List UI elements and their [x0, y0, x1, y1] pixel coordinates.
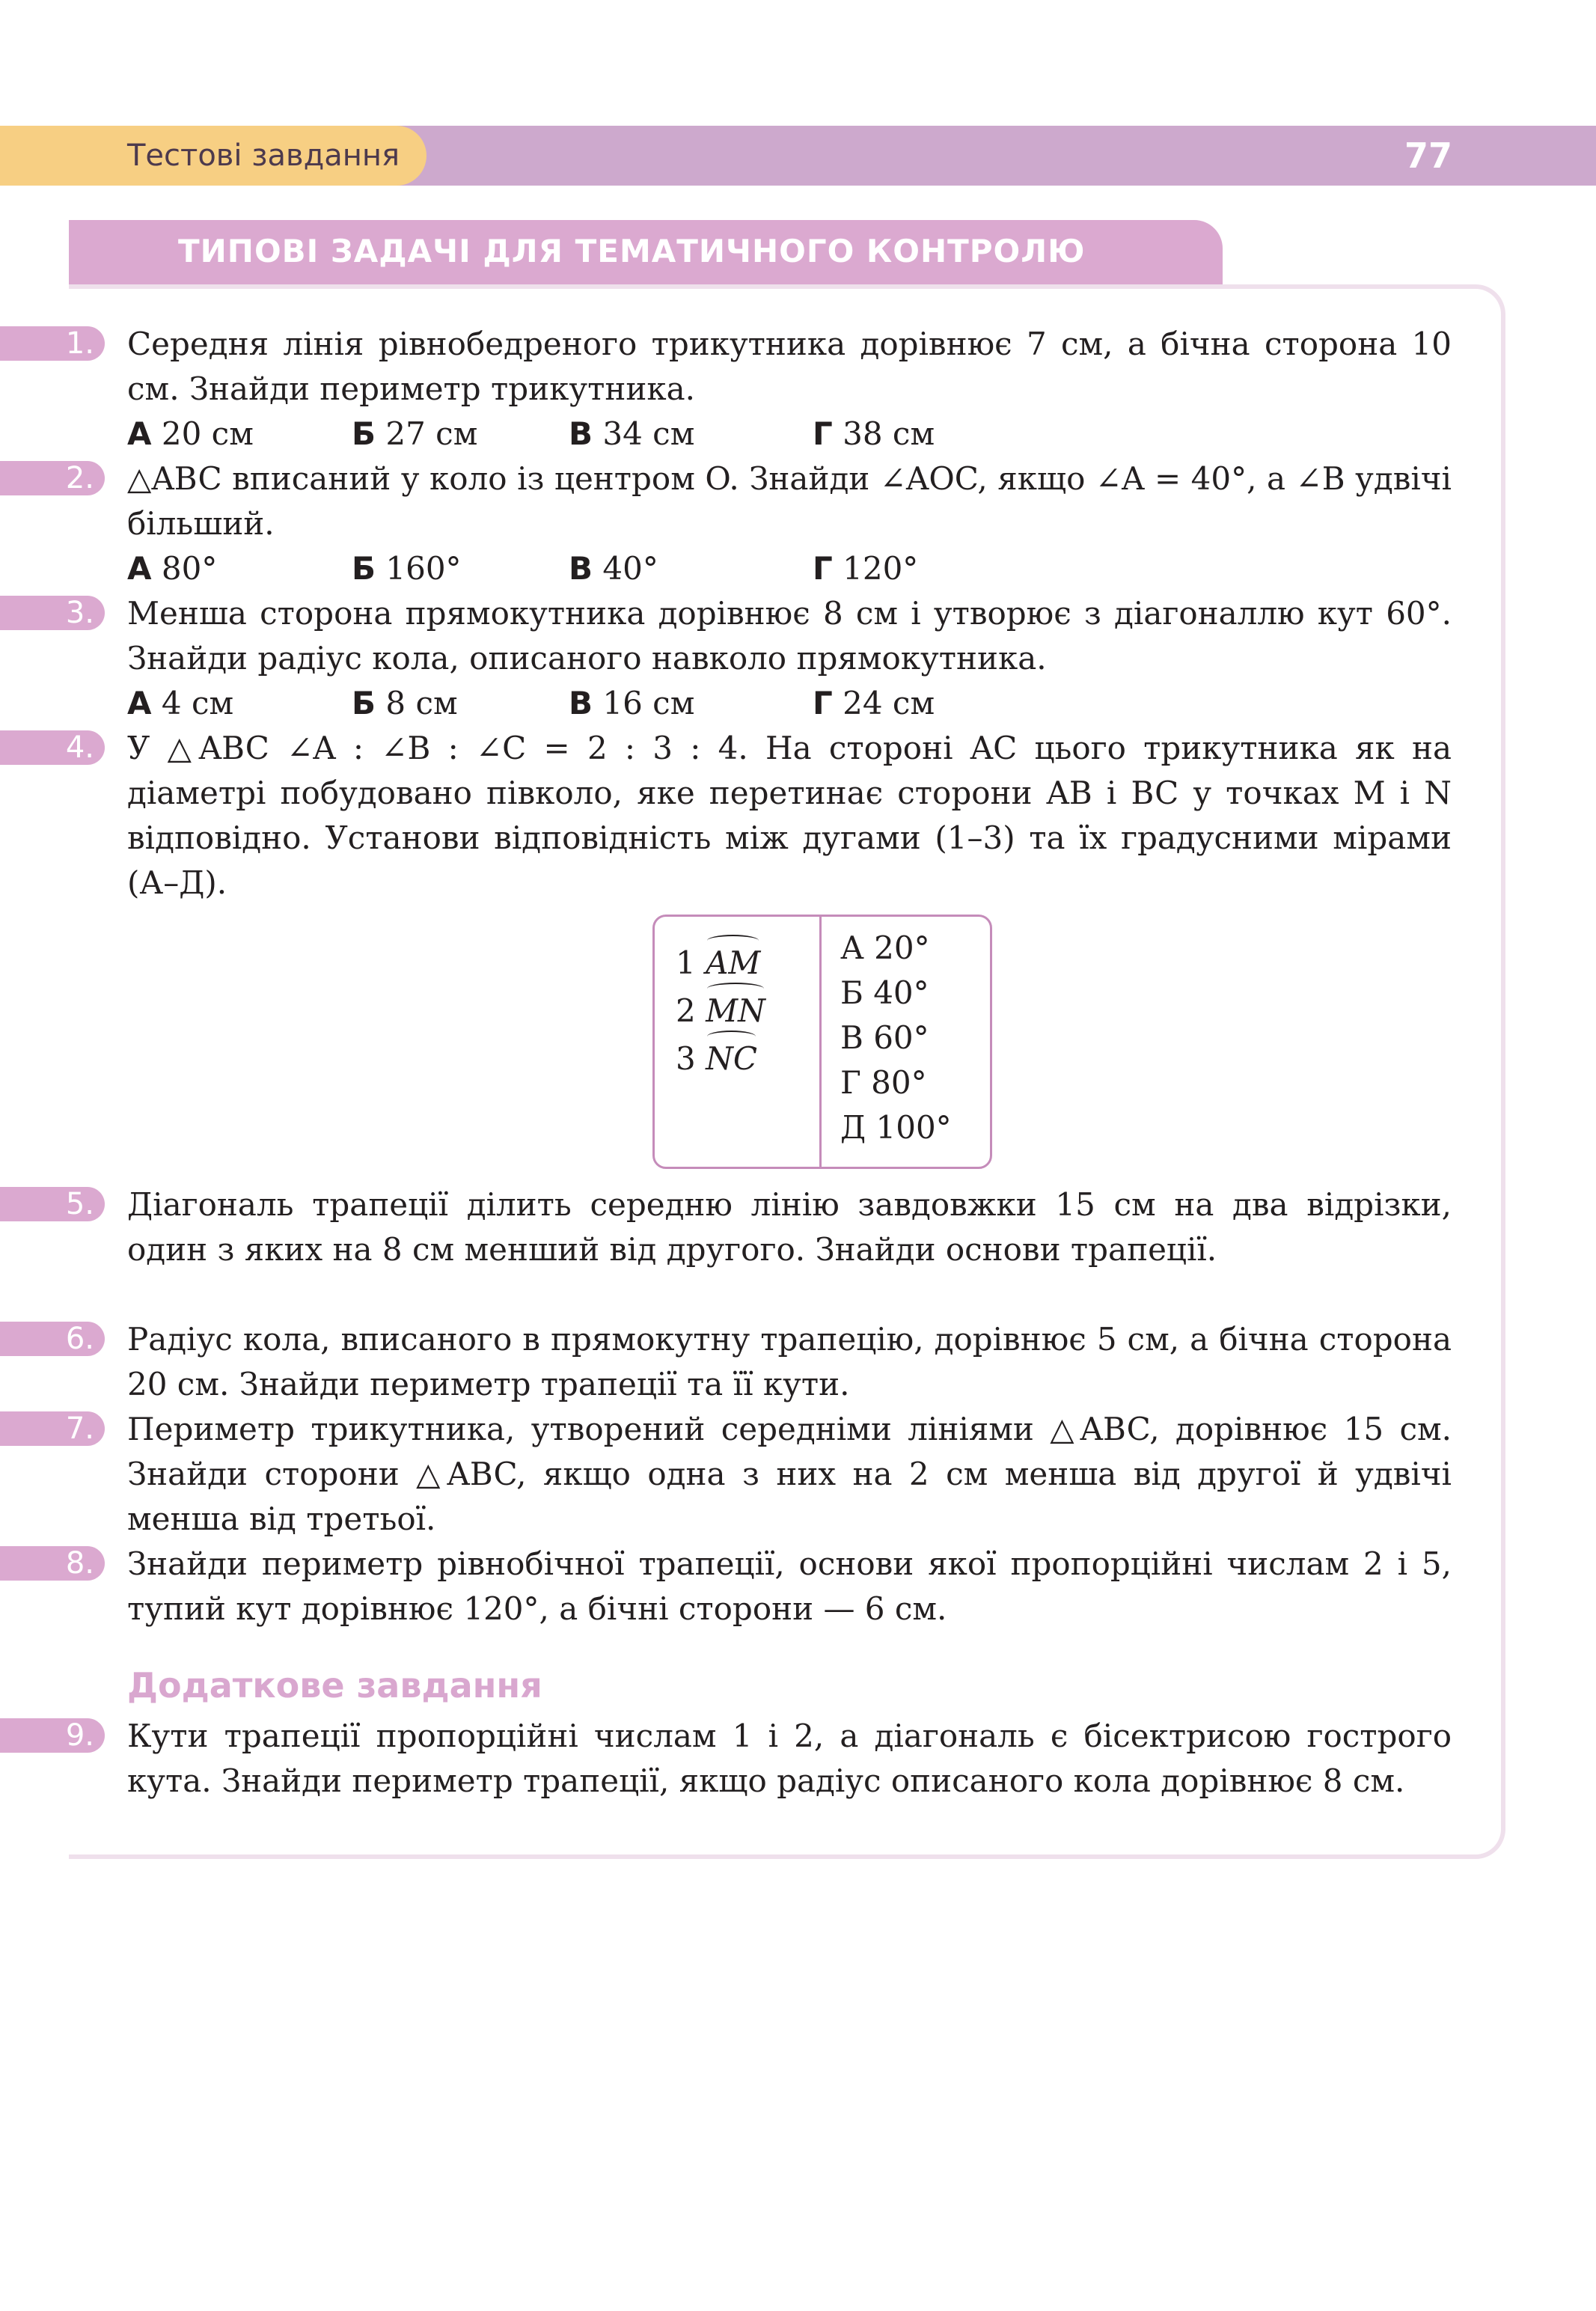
answer-option: А 4 см — [127, 685, 234, 721]
problem-number: 1. — [0, 326, 105, 361]
problem-number: 6. — [0, 1322, 105, 1356]
degree-option: Д 100° — [840, 1109, 952, 1146]
answer-option: А 20 см — [127, 415, 254, 452]
arc-item: 3 NC — [676, 1035, 765, 1083]
answer-option: В 16 см — [569, 685, 695, 721]
answer-option: Г 24 см — [813, 685, 935, 721]
answer-option: Б 8 см — [352, 685, 458, 721]
arc-label: NC — [706, 1035, 757, 1083]
problem-text: Середня лінія рівнобедреного трикутника дорівнює 7 см, а бічна сторона 10 см. Знайди периметр трикутника. — [127, 326, 1452, 407]
problem-number: 7. — [0, 1411, 105, 1446]
answer-option: Г 38 см — [813, 415, 935, 452]
answer-option: Б 160° — [352, 550, 462, 587]
arcs-column — [676, 939, 765, 1083]
answer-option: Б 27 см — [352, 415, 478, 452]
problem-text: У △ABC ∠A : ∠B : ∠C = 2 : 3 : 4. На стороні AC цього трикутника як на діаметрі побудовано півколо, яке перетинає сторони AB і BC у точках M і N відповідно. Установи відповідність між дугами (1–3) та їх градусними мірами (А–Д). — [127, 730, 1452, 901]
degree-option: В 60° — [840, 1019, 929, 1056]
problem-number: 8. — [0, 1546, 105, 1581]
problem-text: Радіус кола, вписаного в прямокутну трапецію, дорівнює 5 см, а бічна сторона 20 см. Знайди периметр трапеції та її кути. — [127, 1321, 1452, 1402]
answer-option: А 80° — [127, 550, 218, 587]
answer-option: В 40° — [569, 550, 658, 587]
extra-heading: Додаткове завдання — [127, 1665, 542, 1706]
problem-text: Менша сторона прямокутника дорівнює 8 см і утворює з діагоналлю кут 60°. Знайди радіус кола, описаного навколо прямокутника. — [127, 595, 1452, 677]
problem-number: 9. — [0, 1718, 105, 1753]
arc-label: MN — [706, 987, 765, 1035]
section-label: Тестові завдання — [127, 138, 400, 173]
answer-option: Г 120° — [813, 550, 919, 587]
arc-item: 2 MN — [676, 987, 765, 1035]
degree-option: Г 80° — [840, 1064, 927, 1101]
degrees-column — [840, 926, 952, 1150]
page-number: 77 — [1404, 135, 1452, 176]
table-divider — [819, 917, 822, 1167]
problem-number: 3. — [0, 596, 105, 630]
problem-text: Діагональ трапеції ділить середню лінію завдовжки 15 см на два відрізки, один з яких на 8 см менший від другого. Знайди основи трапеції. — [127, 1186, 1452, 1268]
arc-label: AM — [706, 939, 760, 987]
problem-text: Периметр трикутника, утворений середніми лініями △ABC, дорівнює 15 см. Знайди сторони △ABC, якщо одна з них на 2 см менша від другої й удвічі менша від третьої. — [127, 1411, 1452, 1537]
degree-option: Б 40° — [840, 974, 929, 1011]
matching-table — [652, 915, 992, 1169]
degree-option: А 20° — [840, 929, 930, 966]
answer-option: В 34 см — [569, 415, 695, 452]
problem-text: Кути трапеції пропорційні числам 1 і 2, а діагональ є бісектрисою гострого кута. Знайди периметр трапеції, якщо радіус описаного кола дорівнює 8 см. — [127, 1718, 1452, 1799]
problem-number: 2. — [0, 461, 105, 495]
problem-text: △ABC вписаний у коло із центром O. Знайди ∠AOC, якщо ∠A = 40°, а ∠B удвічі більший. — [127, 460, 1452, 542]
page-title: ТИПОВІ ЗАДАЧІ ДЛЯ ТЕМАТИЧНОГО КОНТРОЛЮ — [178, 233, 1086, 269]
problem-text: Знайди периметр рівнобічної трапеції, основи якої пропорційні числам 2 і 5, тупий кут дорівнює 120°, а бічні сторони — 6 см. — [127, 1545, 1452, 1627]
problem-number: 5. — [0, 1187, 105, 1221]
arc-item: 1 AM — [676, 939, 765, 987]
problem-number: 4. — [0, 730, 105, 765]
